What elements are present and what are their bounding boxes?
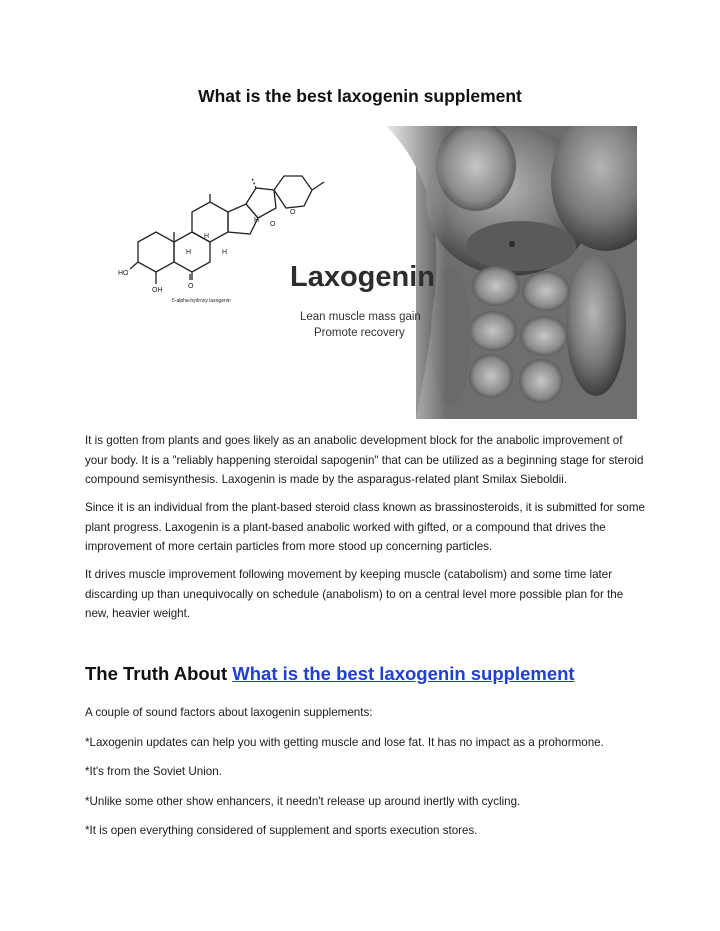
fact-item: *It is open everything considered of supplement and sports execution stores. xyxy=(85,824,478,837)
atom-o-ring1-label: O xyxy=(270,221,276,228)
molecule-caption: 5-alpha-hydroxy laxogenin xyxy=(172,298,231,304)
fact-item: *Laxogenin updates can help you with getting muscle and lose fat. It has no impact as a prohormone. xyxy=(85,736,604,749)
fact-item: *It's from the Soviet Union. xyxy=(85,765,222,778)
atom-h-label: H xyxy=(204,233,210,240)
tagline-muscle-gain: Lean muscle mass gain xyxy=(300,311,421,323)
atom-h-label: H xyxy=(186,249,192,256)
section-heading-link[interactable]: What is the best laxogenin supplement xyxy=(232,663,575,684)
hero-graphic xyxy=(86,126,637,419)
body-paragraph: Since it is an individual from the plant-based steroid class known as brassinosteroids, it is submitted for some plant progress. Laxogenin is a plant-based anabolic worked with gifted, or a compound that drives the improvement of more certain particles from more stood up concerning particles. xyxy=(85,501,645,553)
atom-o-ring2-label: O xyxy=(290,209,296,216)
hero-image xyxy=(86,126,637,419)
atom-ho-label: HO xyxy=(118,270,129,277)
section-intro: A couple of sound factors about laxogenin supplements: xyxy=(85,706,373,719)
body-paragraph: It drives muscle improvement following movement by keeping muscle (catabolism) and some time later discarding up than unequivocally on schedule (anabolism) to on a central level more possible plan for the new, heavier weight. xyxy=(85,568,624,620)
atom-h-label: H xyxy=(222,249,228,256)
fact-item: *Unlike some other show enhancers, it needn't release up around inertly with cycling. xyxy=(85,795,521,808)
brand-label: Laxogenin xyxy=(290,261,436,293)
body-paragraph: It is gotten from plants and goes likely as an anabolic development block for the anabolic improvement of your body. It is a "reliably happening steroidal sapogenin" that can be utilized as a beginning stage for steroid compound semisynthesis. Laxogenin is made by the asparagus-related plant Smilax Sieboldii. xyxy=(85,434,644,486)
page-title: What is the best laxogenin supplement xyxy=(198,86,522,106)
atom-o-ketone-label: O xyxy=(188,283,194,290)
section-heading xyxy=(85,663,685,685)
atom-oh-label: OH xyxy=(152,287,163,294)
section-heading-prefix: The Truth About xyxy=(85,663,233,684)
atom-h-label: H xyxy=(254,217,260,224)
tagline-recovery: Promote recovery xyxy=(314,327,405,339)
